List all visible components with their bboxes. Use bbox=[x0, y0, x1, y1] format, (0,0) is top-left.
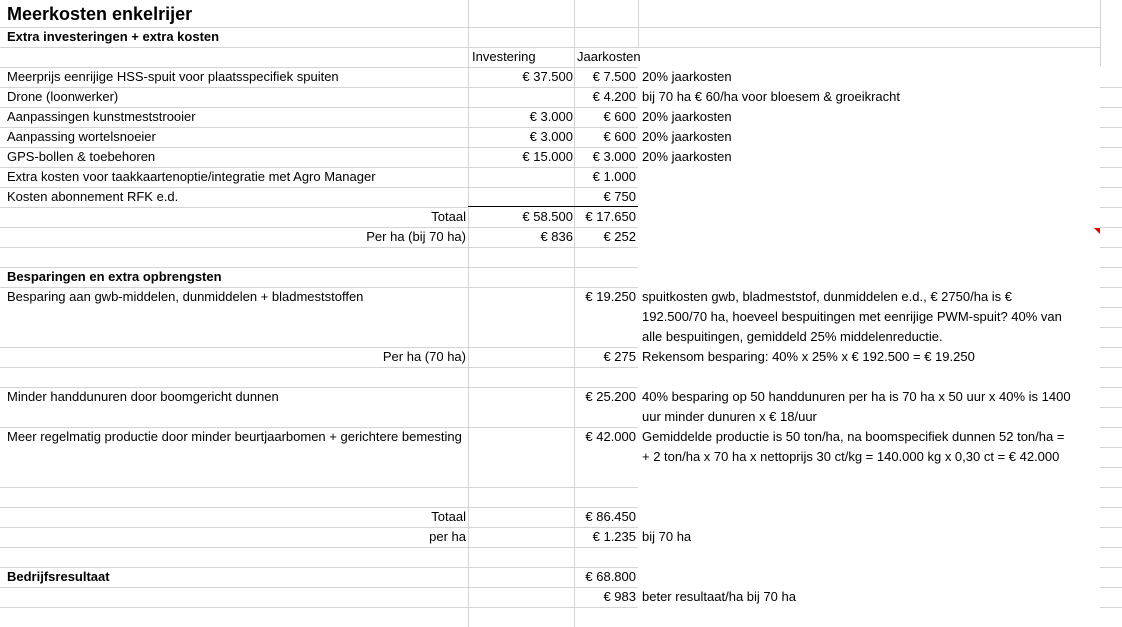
row-divider bbox=[1100, 227, 1122, 228]
row-divider bbox=[0, 487, 638, 488]
savings-perha2-value[interactable]: € 1.235 bbox=[592, 529, 636, 544]
cost-row-label[interactable]: Extra kosten voor taakkaartenoptie/integratie met Agro Manager bbox=[7, 169, 376, 184]
cost-row-jaarkosten[interactable]: € 600 bbox=[603, 109, 636, 124]
row-divider bbox=[1100, 407, 1122, 408]
row-divider bbox=[1100, 167, 1122, 168]
cost-row-jaarkosten[interactable]: € 600 bbox=[603, 129, 636, 144]
row-divider bbox=[1100, 287, 1122, 288]
savings-perha-label[interactable]: Per ha (70 ha) bbox=[382, 349, 466, 364]
cost-row-investering[interactable]: € 3.000 bbox=[529, 129, 573, 144]
cost-row-jaarkosten[interactable]: € 750 bbox=[603, 189, 636, 204]
savings-row-note[interactable]: uur minder dunuren x € 18/uur bbox=[642, 409, 817, 424]
cost-row-label[interactable]: Meerprijs eenrijige HSS-spuit voor plaatsspecifiek spuiten bbox=[7, 69, 339, 84]
savings-row-note[interactable]: Gemiddelde productie is 50 ton/ha, na boomspecifiek dunnen 52 ton/ha = bbox=[642, 429, 1065, 444]
section-heading-costs[interactable]: Extra investeringen + extra kosten bbox=[7, 29, 220, 44]
savings-row-label[interactable]: Meer regelmatig productie door minder beurtjaarbomen + gerichtere bemesting bbox=[7, 429, 462, 444]
row-divider bbox=[1100, 127, 1122, 128]
cost-row-investering[interactable]: € 37.500 bbox=[522, 69, 573, 84]
row-divider bbox=[1100, 587, 1122, 588]
row-divider bbox=[1100, 447, 1122, 448]
row-divider bbox=[1100, 527, 1122, 528]
cost-row-label[interactable]: Drone (loonwerker) bbox=[7, 89, 119, 104]
cost-row-note[interactable]: 20% jaarkosten bbox=[642, 109, 732, 124]
sheet-title[interactable]: Meerkosten enkelrijer bbox=[7, 4, 193, 24]
costs-total-label[interactable]: Totaal bbox=[431, 209, 466, 224]
cost-row-label[interactable]: GPS-bollen & toebehoren bbox=[7, 149, 156, 164]
savings-row-value[interactable]: € 25.200 bbox=[585, 389, 636, 404]
result-perha-value[interactable]: € 983 bbox=[603, 589, 636, 604]
cost-row-investering[interactable]: € 15.000 bbox=[522, 149, 573, 164]
result-perha-note[interactable]: beter resultaat/ha bij 70 ha bbox=[642, 589, 796, 604]
row-divider bbox=[1100, 507, 1122, 508]
savings-row-value[interactable]: € 19.250 bbox=[585, 289, 636, 304]
cost-row-investering[interactable] bbox=[474, 87, 573, 107]
costs-perha-label[interactable]: Per ha (bij 70 ha) bbox=[366, 229, 466, 244]
costs-total-jaarkosten[interactable]: € 17.650 bbox=[585, 209, 636, 224]
row-divider bbox=[0, 587, 638, 588]
row-divider bbox=[1100, 347, 1122, 348]
row-divider bbox=[1100, 467, 1122, 468]
column-divider bbox=[1100, 0, 1101, 66]
cost-row-jaarkosten[interactable]: € 4.200 bbox=[592, 89, 636, 104]
row-divider bbox=[0, 607, 638, 608]
row-divider bbox=[0, 547, 638, 548]
cost-row-jaarkosten[interactable]: € 1.000 bbox=[592, 169, 636, 184]
savings-row-note[interactable]: 40% besparing op 50 handdunuren per ha is 70 ha x 50 uur x 40% is 1400 bbox=[642, 389, 1071, 404]
savings-row-label[interactable]: Minder handdunuren door boomgericht dunnen bbox=[7, 389, 279, 404]
cost-row-label[interactable]: Aanpassingen kunstmeststrooier bbox=[7, 109, 196, 124]
costs-perha-investering[interactable]: € 836 bbox=[540, 229, 573, 244]
cost-row-note[interactable]: 20% jaarkosten bbox=[642, 69, 732, 84]
result-value[interactable]: € 68.800 bbox=[585, 569, 636, 584]
row-divider bbox=[1100, 607, 1122, 608]
column-divider bbox=[638, 0, 639, 48]
cost-row-jaarkosten[interactable]: € 3.000 bbox=[592, 149, 636, 164]
row-divider bbox=[1100, 547, 1122, 548]
row-divider bbox=[0, 47, 1100, 48]
savings-row-note[interactable]: spuitkosten gwb, bladmeststof, dunmiddelen e.d., € 2750/ha is € bbox=[642, 289, 1013, 304]
row-divider bbox=[1100, 307, 1122, 308]
column-header-jaarkosten[interactable]: Jaarkosten bbox=[577, 49, 641, 64]
row-divider bbox=[1100, 427, 1122, 428]
row-divider bbox=[1100, 107, 1122, 108]
savings-row-note[interactable]: 192.500/70 ha, hoeveel bespuitingen met eenrijige PWM-spuit? 40% van bbox=[642, 309, 1062, 324]
row-divider bbox=[1100, 187, 1122, 188]
cost-row-note[interactable]: 20% jaarkosten bbox=[642, 149, 732, 164]
cost-row-investering[interactable] bbox=[474, 167, 573, 187]
savings-row-label[interactable]: Besparing aan gwb-middelen, dunmiddelen + bladmeststoffen bbox=[7, 289, 364, 304]
column-divider bbox=[574, 0, 575, 627]
savings-perha2-label[interactable]: per ha bbox=[429, 529, 466, 544]
row-divider bbox=[1100, 267, 1122, 268]
savings-row-note[interactable]: + 2 ton/ha x 70 ha x nettoprijs 30 ct/kg = 140.000 kg x 0,30 ct = € 42.000 bbox=[642, 449, 1060, 464]
savings-perha-note[interactable]: Rekensom besparing: 40% x 25% x € 192.500 = € 19.250 bbox=[642, 349, 975, 364]
costs-perha-jaarkosten[interactable]: € 252 bbox=[603, 229, 636, 244]
row-divider bbox=[1100, 247, 1122, 248]
savings-perha2-note[interactable]: bij 70 ha bbox=[642, 529, 692, 544]
cost-row-label[interactable]: Aanpassing wortelsnoeier bbox=[7, 129, 156, 144]
column-header-investering[interactable]: Investering bbox=[472, 49, 536, 64]
savings-row-note[interactable]: alle bespuitingen, gemiddeld 25% middelenreductie. bbox=[642, 329, 943, 344]
row-divider bbox=[0, 247, 638, 248]
cost-row-note[interactable]: 20% jaarkosten bbox=[642, 129, 732, 144]
row-divider bbox=[1100, 567, 1122, 568]
savings-total-value[interactable]: € 86.450 bbox=[585, 509, 636, 524]
cost-row-note[interactable]: bij 70 ha € 60/ha voor bloesem & groeikracht bbox=[642, 89, 900, 104]
cost-row-jaarkosten[interactable]: € 7.500 bbox=[592, 69, 636, 84]
costs-total-investering[interactable]: € 58.500 bbox=[522, 209, 573, 224]
row-divider bbox=[1100, 207, 1122, 208]
section-heading-savings[interactable]: Besparingen en extra opbrengsten bbox=[7, 269, 222, 284]
result-label[interactable]: Bedrijfsresultaat bbox=[7, 569, 110, 584]
row-divider bbox=[1100, 367, 1122, 368]
cost-row-label[interactable]: Kosten abonnement RFK e.d. bbox=[7, 189, 179, 204]
row-divider bbox=[0, 367, 638, 368]
row-divider bbox=[1100, 387, 1122, 388]
row-divider bbox=[1100, 487, 1122, 488]
savings-perha-value[interactable]: € 275 bbox=[603, 349, 636, 364]
cost-row-investering[interactable]: € 3.000 bbox=[529, 109, 573, 124]
comment-indicator[interactable] bbox=[1094, 228, 1100, 234]
savings-total-label[interactable]: Totaal bbox=[431, 509, 466, 524]
row-divider bbox=[1100, 87, 1122, 88]
column-divider bbox=[468, 0, 469, 627]
row-divider bbox=[1100, 327, 1122, 328]
cost-row-investering[interactable] bbox=[474, 187, 573, 207]
row-divider bbox=[1100, 147, 1122, 148]
savings-row-value[interactable]: € 42.000 bbox=[585, 429, 636, 444]
